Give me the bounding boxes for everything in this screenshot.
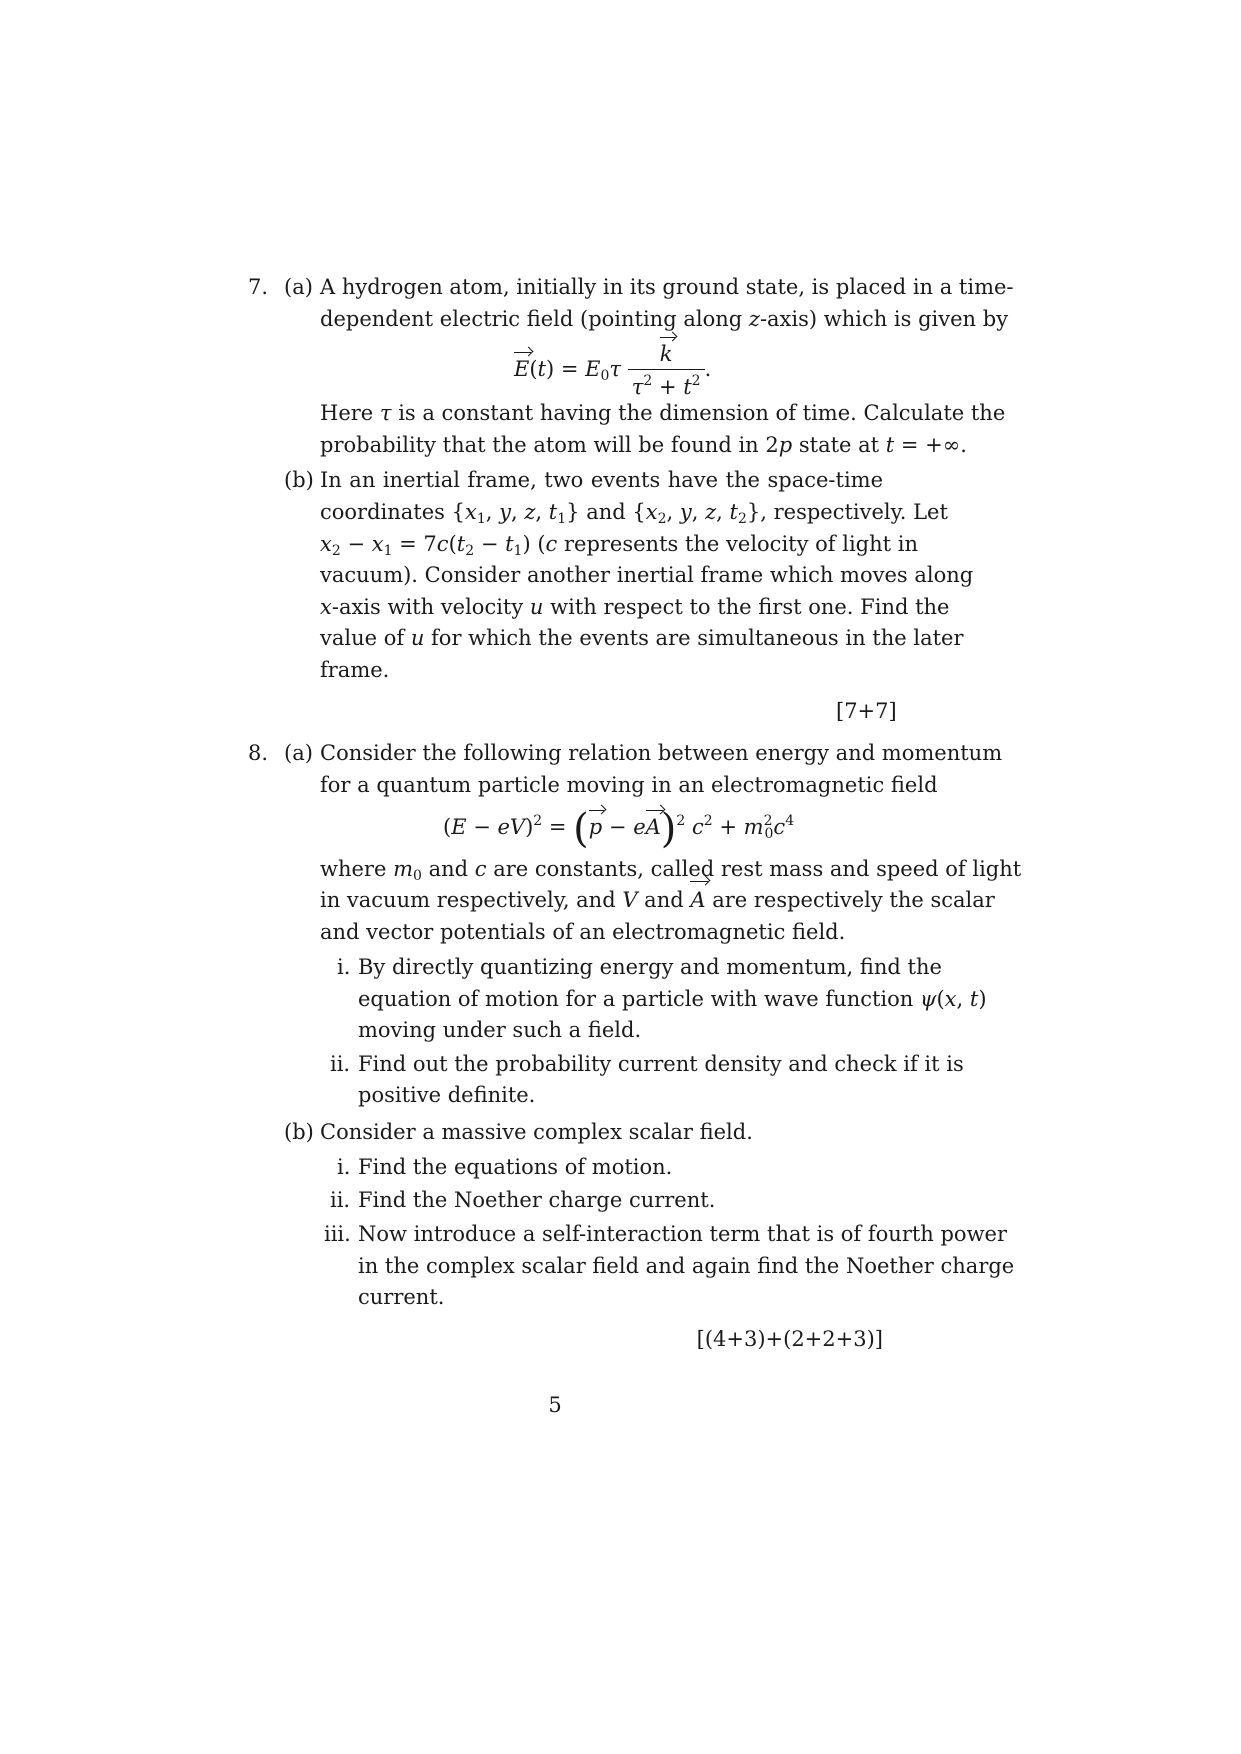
- question-7-number: 7.: [248, 275, 269, 299]
- q8b-item-iii-line-2: in the complex scalar field and again find the Noether charge: [358, 1254, 1015, 1278]
- q8b-item-ii-label: ii.: [330, 1188, 351, 1212]
- q8-energy-momentum-equation: (E − eV)$^2$ = (p − eA)$^2$ $c^2 + m^2_0c^4$: [443, 806, 795, 852]
- q7b-line-3: $x_2 - x_1 = 7c(t_2 - t_1)$ (c represents the velocity of light in: [320, 532, 918, 559]
- q7b-line-5: x-axis with velocity u with respect to the first one. Find the: [320, 595, 950, 619]
- q8a-line-4: in vacuum respectively, and V and A are respectively the scalar: [320, 888, 995, 912]
- page-number: 5: [548, 1393, 562, 1417]
- q8a-line-2: for a quantum particle moving in an electromagnetic field: [320, 773, 938, 797]
- q7b-line-4: vacuum). Consider another inertial frame which moves along: [320, 563, 974, 587]
- q7-part-b-label: (b): [284, 468, 314, 492]
- question-8-number: 8.: [248, 741, 269, 765]
- q8a-item-ii-line-2: positive definite.: [358, 1083, 536, 1107]
- q8a-item-i-line-2: equation of motion for a particle with wave function ψ(x, t): [358, 987, 987, 1011]
- q7-electric-field-equation: $E(t) = E_0\tau$ $\frac{k}{\tau^2 + t^2}$ .: [514, 342, 712, 399]
- q8a-item-ii-label: ii.: [330, 1052, 351, 1076]
- q8b-item-iii-line-1: Now introduce a self-interaction term that is of fourth power: [358, 1222, 1008, 1246]
- q8-marks: [(4+3)+(2+2+3)]: [696, 1327, 883, 1351]
- q8a-item-i-line-3: moving under such a field.: [358, 1018, 642, 1042]
- q8a-line-5: and vector potentials of an electromagnetic field.: [320, 920, 846, 944]
- q8a-item-i-line-1: By directly quantizing energy and momentum, find the: [358, 955, 942, 979]
- q7a-line-1: A hydrogen atom, initially in its ground state, is placed in a time-: [320, 275, 1014, 299]
- q7-part-a-label: (a): [284, 275, 313, 299]
- q7b-line-6: value of u for which the events are simultaneous in the later: [320, 626, 964, 650]
- q8b-item-i-line-1: Find the equations of motion.: [358, 1155, 673, 1179]
- q8b-item-iii-line-3: current.: [358, 1285, 445, 1309]
- q7a-line-3: Here τ is a constant having the dimension of time. Calculate the: [320, 401, 1006, 425]
- q8a-line-3: where $m_0$ and c are constants, called rest mass and speed of light: [320, 857, 1022, 884]
- q7a-line-2: dependent electric field (pointing along z-axis) which is given by: [320, 307, 1009, 331]
- q8a-item-i-label: i.: [337, 955, 351, 979]
- q8b-item-ii-line-1: Find the Noether charge current.: [358, 1188, 716, 1212]
- q8b-text: Consider a massive complex scalar field.: [320, 1120, 753, 1144]
- q7b-line-1: In an inertial frame, two events have the space-time: [320, 468, 883, 492]
- q8a-line-1: Consider the following relation between energy and momentum: [320, 741, 1003, 765]
- q8b-item-i-label: i.: [337, 1155, 351, 1179]
- q7b-line-2: coordinates {$x_1$, y, z, $t_1$} and {$x_2$, y, z, $t_2$}, respectively. Let: [320, 500, 948, 527]
- q8-part-a-label: (a): [284, 741, 313, 765]
- q7b-line-7: frame.: [320, 658, 390, 682]
- q8-part-b-label: (b): [284, 1120, 314, 1144]
- q8a-item-ii-line-1: Find out the probability current density and check if it is: [358, 1052, 964, 1076]
- q7a-line-4: probability that the atom will be found in 2p state at t = +∞.: [320, 433, 967, 457]
- q8b-item-iii-label: iii.: [324, 1222, 351, 1246]
- q7-marks: [7+7]: [836, 699, 897, 723]
